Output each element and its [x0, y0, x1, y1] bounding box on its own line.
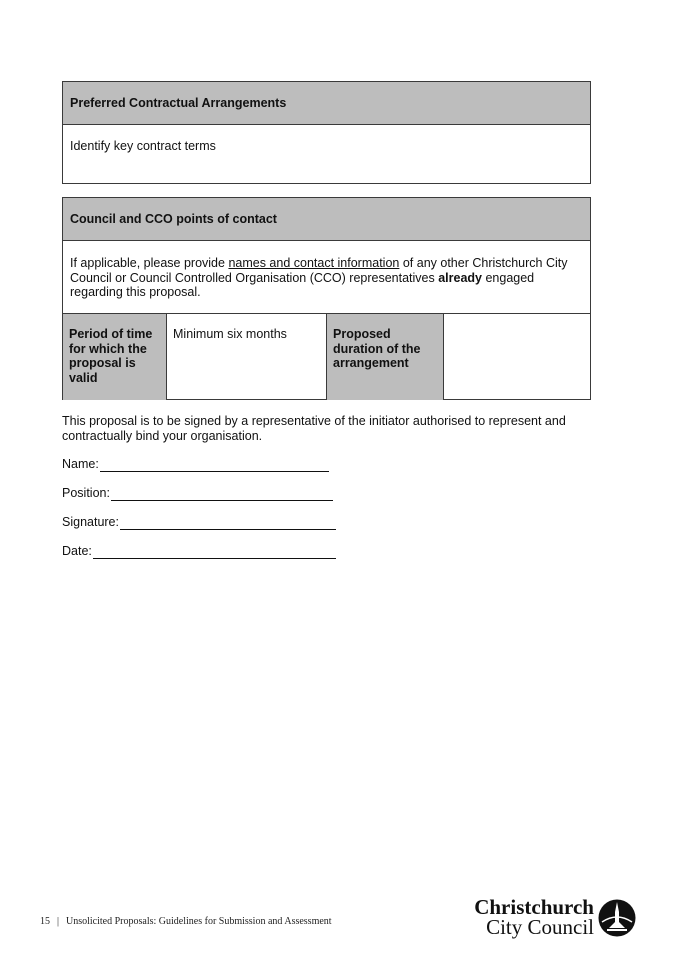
- signing-instruction: This proposal is to be signed by a representative of the initiator authorised to represent and contractually bind your organisation.: [62, 414, 566, 443]
- date-input-line[interactable]: [93, 546, 336, 559]
- validity-row: [63, 314, 590, 400]
- name-line[interactable]: [62, 457, 329, 472]
- period-label: Period of time for which the proposal is valid: [63, 314, 167, 400]
- contract-arrangements-table: [62, 81, 591, 184]
- cathedral-emblem-icon: [598, 898, 636, 938]
- signature-input-line[interactable]: [120, 517, 336, 530]
- logo-line1: Christchurch: [474, 895, 594, 919]
- footer-doc-title: Unsolicited Proposals: Guidelines for Submission and Assessment: [66, 916, 332, 927]
- duration-label: Proposed duration of the arrangement: [327, 314, 444, 400]
- contract-arrangements-header: Preferred Contractual Arrangements: [63, 82, 590, 125]
- contract-terms-field[interactable]: Identify key contract terms: [70, 139, 216, 153]
- signature-line[interactable]: [62, 515, 336, 530]
- names-contact-info-text: names and contact information: [228, 256, 400, 270]
- christchurch-city-council-logo: [470, 896, 640, 942]
- page-number: 15: [40, 916, 50, 927]
- points-of-contact-table: [62, 197, 591, 400]
- page-footer: [40, 915, 332, 930]
- logo-line2: City Council: [486, 915, 594, 939]
- points-of-contact-description: If applicable, please provide names and contact information of any other Christchurch City Council or Council Controlled Organisation (CCO) representatives already engaged regarding this proposal.: [63, 241, 590, 314]
- duration-value-field[interactable]: [444, 314, 590, 400]
- name-input-line[interactable]: [100, 459, 329, 472]
- signature-label: Signature:: [62, 515, 119, 529]
- position-input-line[interactable]: [111, 488, 333, 501]
- footer-separator: |: [57, 916, 60, 927]
- date-label: Date:: [62, 544, 92, 558]
- period-value-field[interactable]: Minimum six months: [167, 314, 327, 400]
- name-label: Name:: [62, 457, 99, 471]
- date-line[interactable]: [62, 544, 336, 559]
- position-line[interactable]: [62, 486, 333, 501]
- position-label: Position:: [62, 486, 110, 500]
- points-of-contact-header: Council and CCO points of contact: [63, 198, 590, 241]
